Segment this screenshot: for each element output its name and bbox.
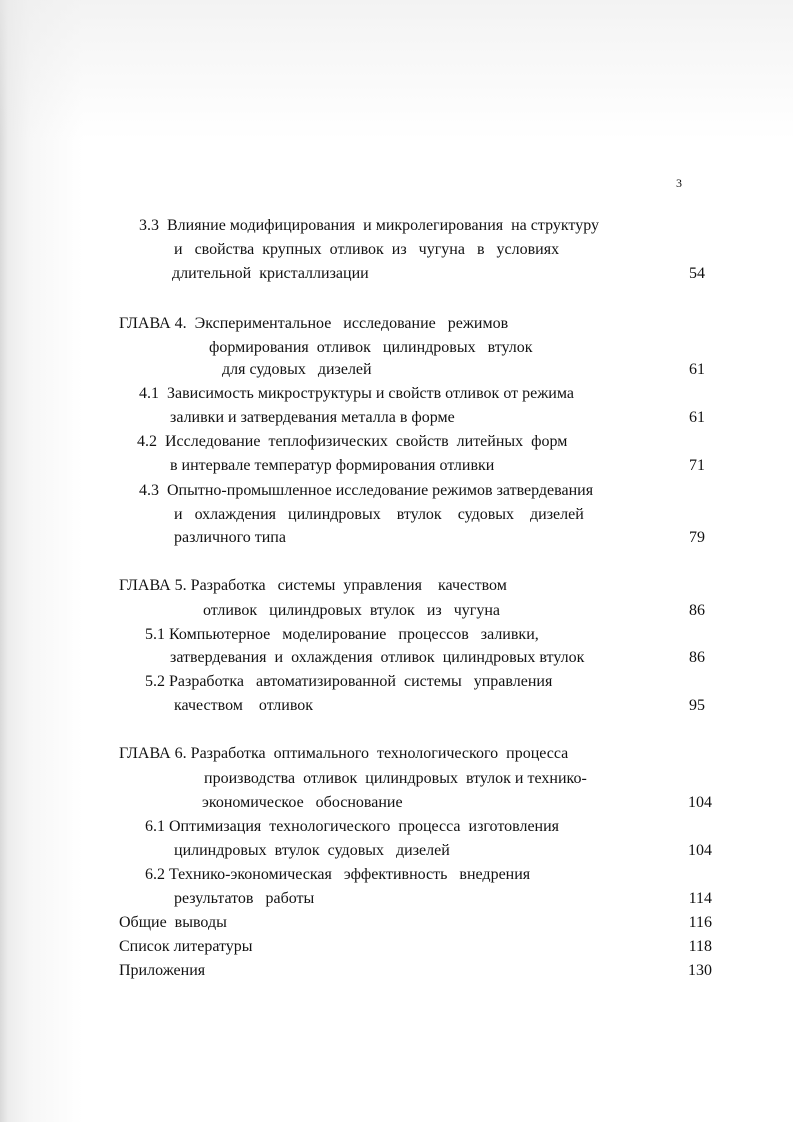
toc-line: для судовых дизелей [222,361,372,378]
toc-line: 5.1 Компьютерное моделирование процессов заливки, [145,626,539,643]
toc-line: формирования отливок цилиндровых втулок [209,339,533,356]
toc-page: 54 [689,265,705,282]
toc-line: ГЛАВА 6. Разработка оптимального технологического процесса [119,745,569,762]
toc-line: 4.1 Зависимость микроструктуры и свойств отливок от режима [139,385,574,402]
toc-line: 6.1 Оптимизация технологического процесса изготовления [145,818,560,835]
scan-shadow-top [0,0,793,140]
toc-line: в интервале температур формирования отливки [170,457,495,474]
toc-page: 116 [688,914,712,931]
toc-line: отливок цилиндровых втулок из чугуна [203,602,500,619]
toc-line: 3.3 Влияние модифицирования и микролегирования на структуру [139,217,599,234]
toc-page: 130 [688,962,712,979]
toc-line: результатов работы [174,890,315,907]
toc-line: 4.3 Опытно-промышленное исследование режимов затвердевания [139,482,594,499]
toc-line: ГЛАВА 5. Разработка системы управления качеством [119,577,507,594]
toc-page: 86 [689,602,705,619]
toc-line: экономическое обоснование [202,794,403,811]
toc-line: длительной кристаллизации [172,265,369,282]
toc-page: 95 [689,697,705,714]
toc-page: 104 [688,842,712,859]
toc-page: 61 [689,409,705,426]
toc-page: 79 [689,529,705,546]
toc-line: затвердевания и охлаждения отливок цилиндровых втулок [170,649,585,666]
toc-page: 118 [688,938,712,955]
toc-line: производства отливок цилиндровых втулок и технико- [204,770,587,787]
toc-page: 71 [689,457,705,474]
toc-page: 114 [688,890,712,907]
toc-line: заливки и затвердевания металла в форме [170,409,455,426]
toc-line: и охлаждения цилиндровых втулок судовых дизелей [174,506,584,523]
toc-line: Список литературы [119,938,253,955]
toc-line: Приложения [119,962,206,979]
toc-line: 5.2 Разработка автоматизированной системы управления [145,673,553,690]
toc-line: 4.2 Исследование теплофизических свойств литейных форм [137,433,568,450]
toc-line: 6.2 Технико-экономическая эффективность внедрения [145,866,531,883]
toc-page: 86 [689,649,705,666]
toc-page: 61 [689,361,705,378]
toc-line: и свойства крупных отливок из чугуна в условиях [174,241,560,258]
toc-line: Общие выводы [119,914,227,931]
toc-line: ГЛАВА 4. Экспериментальное исследование режимов [119,315,509,332]
scan-shadow-left [0,0,83,1122]
toc-line: качеством отливок [174,697,314,714]
toc-page: 104 [688,794,712,811]
toc-line: цилиндровых втулок судовых дизелей [174,842,450,859]
page-number: 3 [676,176,682,190]
toc-line: различного типа [174,529,286,546]
